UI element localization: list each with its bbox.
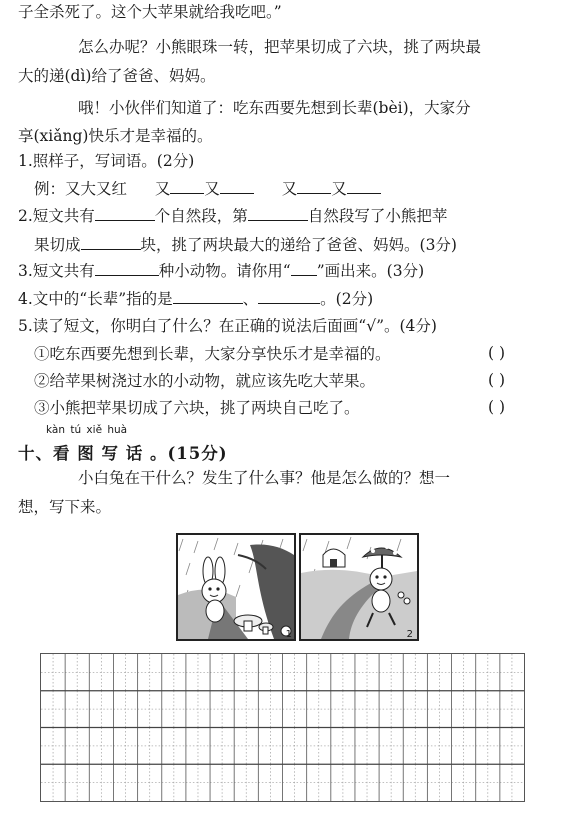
question-2-text: 块，挑了两块最大的递给了爸爸、妈妈。(3分) xyxy=(140,236,457,254)
picture-2-rabbit-with-mushroom xyxy=(299,533,419,641)
story-line-2: 怎么办呢？小熊眼珠一转，把苹果切成了六块，挑了两块最 xyxy=(78,38,482,56)
question-2-text: 2.短文共有 xyxy=(18,207,95,225)
writing-grid-lines xyxy=(41,654,524,801)
picture-2-number: 2 xyxy=(406,629,413,640)
question-5-answer-box-3[interactable]: ( ) xyxy=(488,398,506,416)
question-1-title: 1.照样子，写词语。(2分) xyxy=(18,152,195,170)
question-4 xyxy=(18,288,373,309)
question-2-line-2 xyxy=(34,234,457,255)
answer-blank[interactable] xyxy=(170,178,204,194)
question-5-option-3: ③小熊把苹果切成了六块，挑了两块自己吃了。 xyxy=(34,399,360,417)
question-3-text: 3.短文共有 xyxy=(18,262,95,280)
picture-1-illustration xyxy=(178,535,294,639)
story-line-5: 享(xiǎng)快乐才是幸福的。 xyxy=(18,127,213,145)
question-5-answer-box-1[interactable]: ( ) xyxy=(488,344,506,362)
answer-blank[interactable] xyxy=(297,178,331,194)
answer-blank[interactable] xyxy=(347,178,381,194)
question-1-you-char: 又 xyxy=(204,180,220,198)
answer-blank[interactable] xyxy=(81,234,141,250)
question-5-title: 5.读了短文，你明白了什么？在正确的说法后面画“√”。(4分) xyxy=(18,317,437,335)
question-1-you-char: 又 xyxy=(331,180,347,198)
question-1-you-char: 又 xyxy=(154,180,171,198)
question-1-you-char: 又 xyxy=(281,180,298,198)
answer-blank[interactable] xyxy=(220,178,254,194)
story-line-4: 哦！小伙伴们知道了：吃东西要先想到长辈(bèi)，大家分 xyxy=(78,99,471,117)
story-line-1: 子全杀死了。这个大苹果就给我吃吧。” xyxy=(18,3,282,21)
question-1-answer-row xyxy=(34,178,381,199)
writing-grid[interactable] xyxy=(40,653,525,802)
answer-blank[interactable] xyxy=(95,260,159,276)
question-5-option-2: ②给苹果树浇过水的小动物，就应该先吃大苹果。 xyxy=(34,372,376,390)
question-4-text: 、 xyxy=(242,290,259,308)
story-line-3: 大的递(dì)给了爸爸、妈妈。 xyxy=(18,67,216,85)
question-2-line-1 xyxy=(18,205,447,226)
picture-1-rabbit-in-rain xyxy=(176,533,296,641)
answer-blank[interactable] xyxy=(258,288,320,304)
answer-blank[interactable] xyxy=(248,205,308,221)
question-4-text: 。(2分) xyxy=(320,290,374,308)
question-4-text: 4.文中的“长辈”指的是 xyxy=(18,290,173,308)
section-10-pinyin: kàn tú xiě huà xyxy=(46,424,128,436)
question-3-text: 种小动物。请你用“ xyxy=(158,262,291,280)
picture-1-number: 1 xyxy=(285,629,292,640)
question-5-option-1: ①吃东西要先想到长辈，大家分享快乐才是幸福的。 xyxy=(34,345,391,363)
section-10-prompt-1: 小白兔在干什么？发生了什么事？他是怎么做的？想一 xyxy=(78,469,451,487)
question-2-text: 自然段写了小熊把苹 xyxy=(307,207,448,225)
symbol-blank xyxy=(291,260,317,276)
section-10-heading: 十、看 图 写 话 。(15分) xyxy=(18,444,228,463)
answer-blank[interactable] xyxy=(173,288,243,304)
section-10-prompt-2: 想，写下来。 xyxy=(18,498,112,516)
picture-2-illustration xyxy=(301,535,417,639)
question-3-text: ”画出来。(3分) xyxy=(316,262,425,280)
question-5-answer-box-2[interactable]: ( ) xyxy=(488,371,506,389)
question-1-example: 例：又大又红 xyxy=(34,180,128,198)
question-3 xyxy=(18,260,424,281)
question-2-text: 个自然段，第 xyxy=(154,207,248,225)
answer-blank[interactable] xyxy=(95,205,155,221)
question-2-text: 果切成 xyxy=(34,236,81,254)
